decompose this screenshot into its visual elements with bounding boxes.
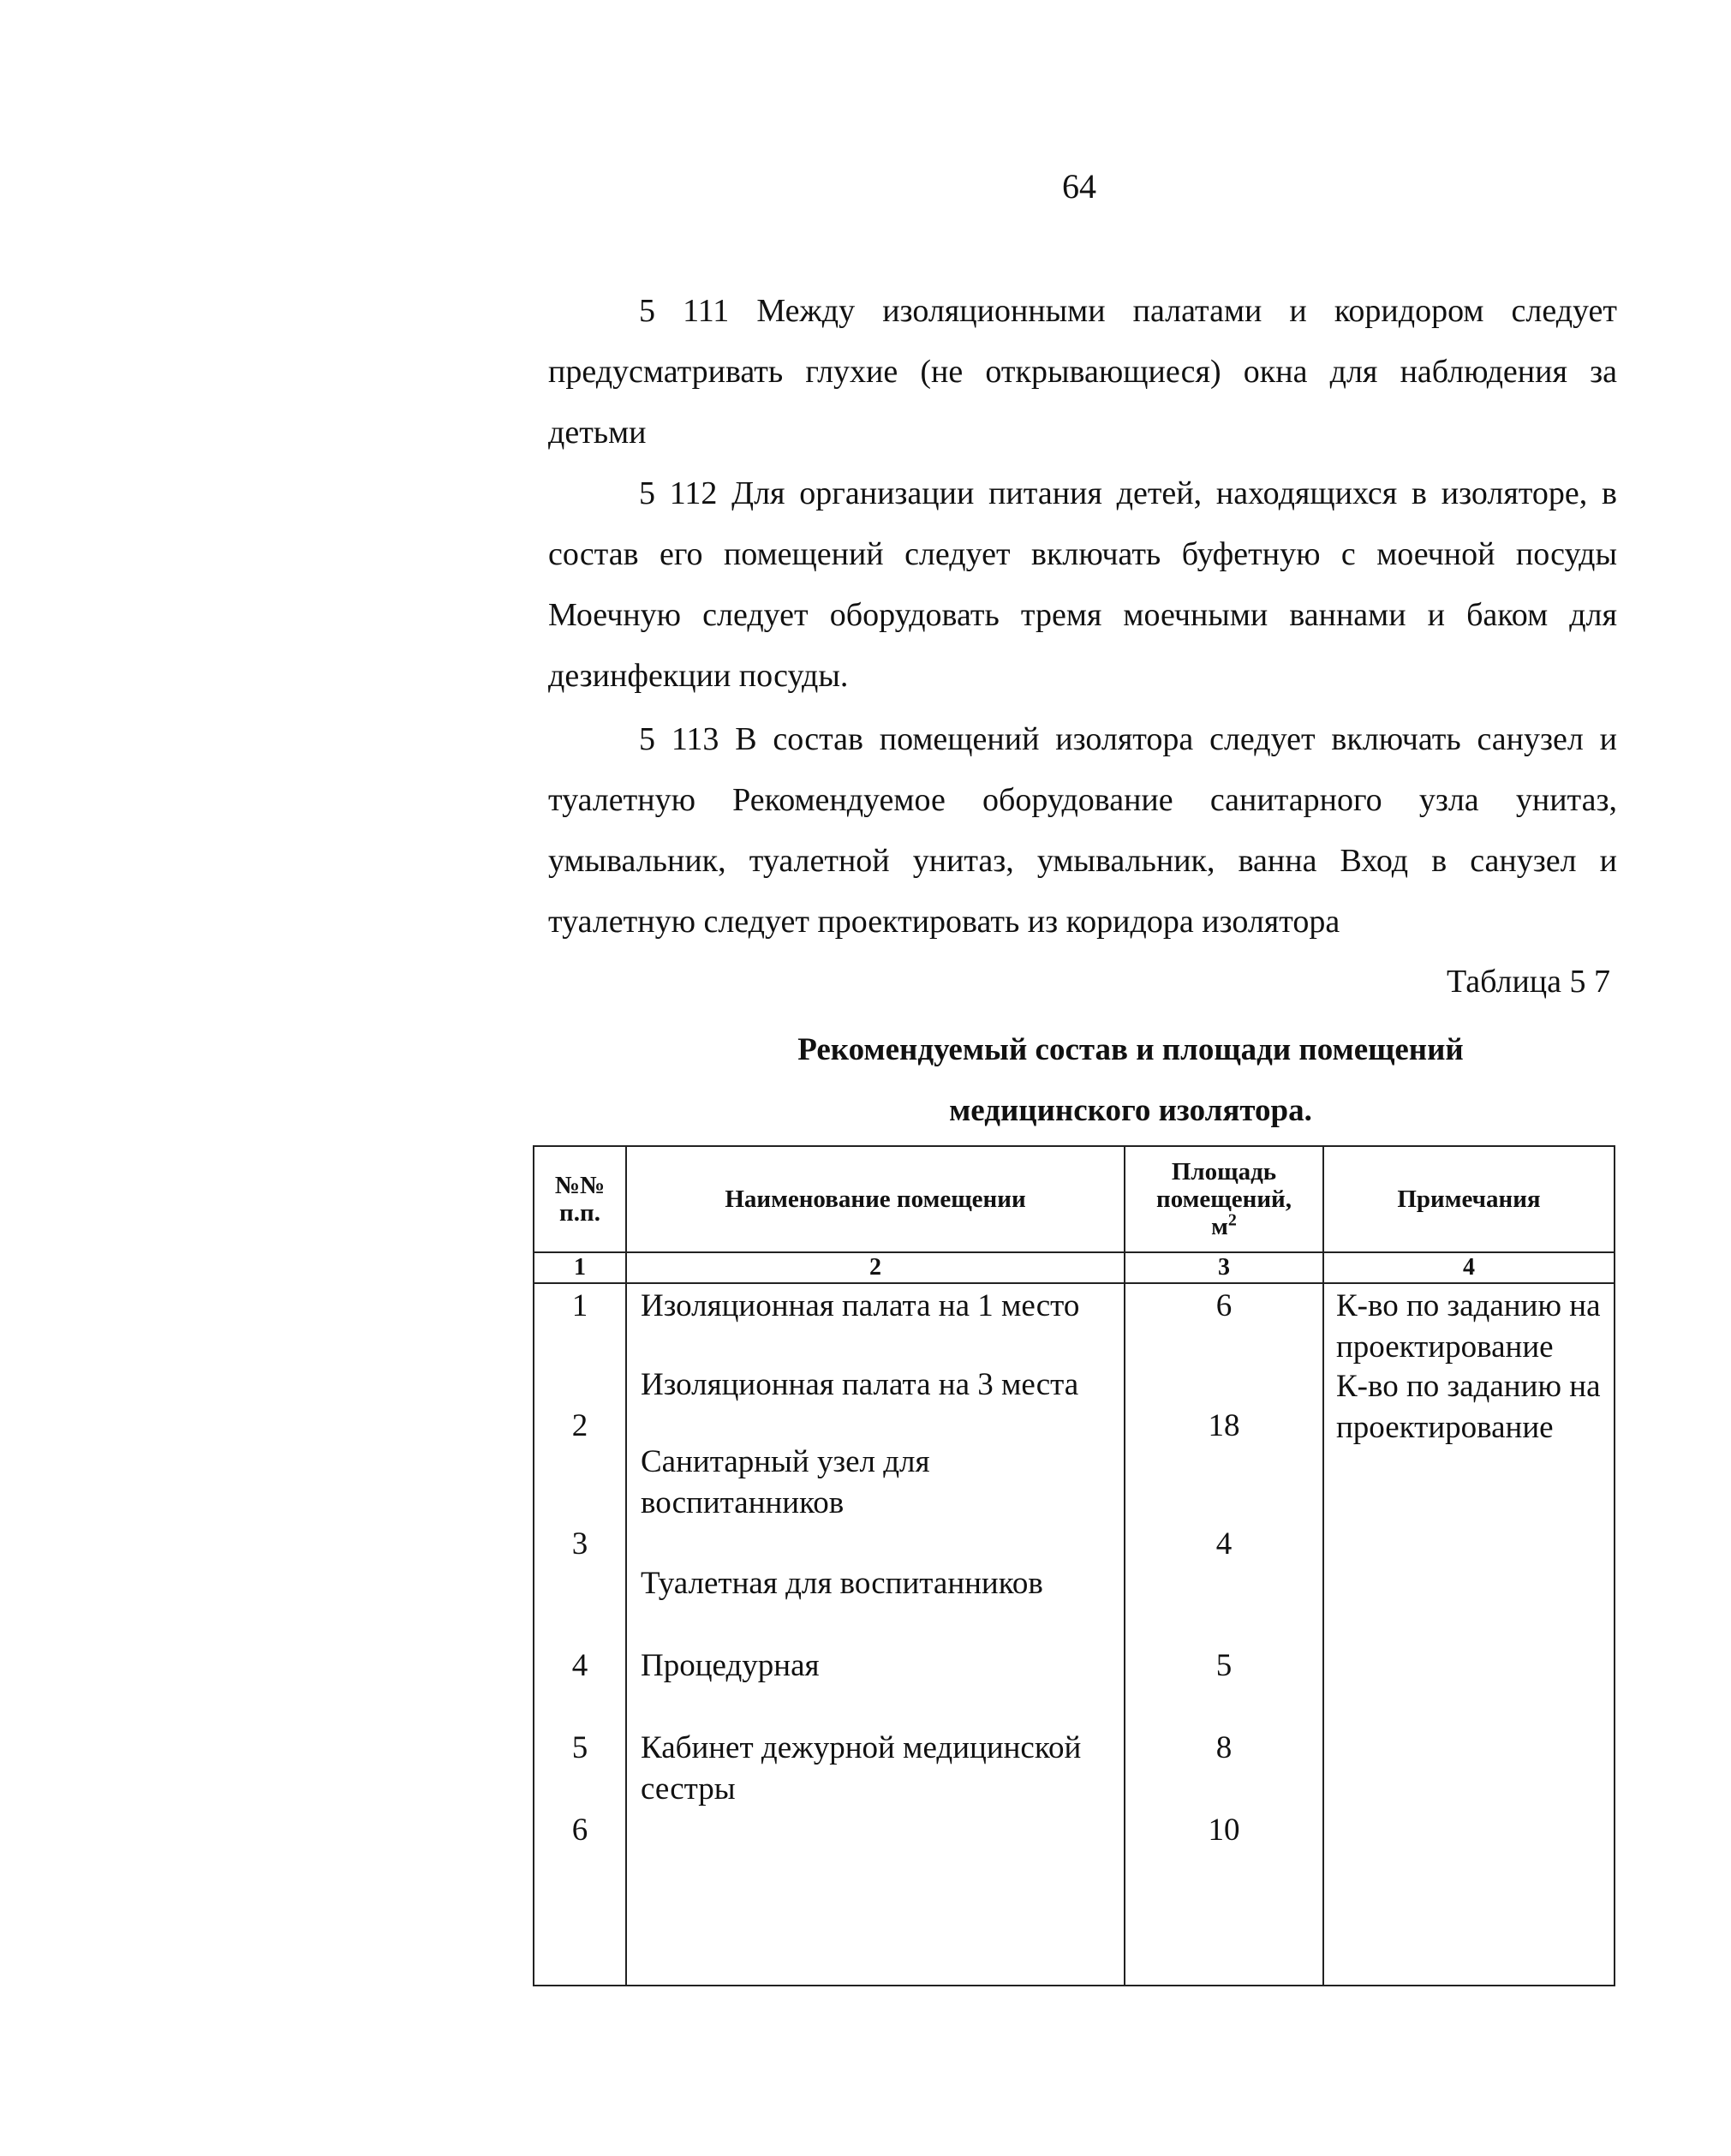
row-number: 6 <box>571 1813 588 1848</box>
table-title-line-2: медицинского изолятора. <box>949 1093 1312 1128</box>
room-name-column-cell <box>626 1283 1125 1986</box>
header-area-unit-sup: 2 <box>1227 1210 1237 1230</box>
table-label: Таблица 5 7 <box>1446 964 1610 1000</box>
paragraph-5-111: 5 111 Между изоляционными палатами и коридором следует предусматривать глухие (не открывающиеся) окна для наблюдения за детьми <box>548 293 1617 451</box>
row-number: 1 <box>571 1288 588 1323</box>
header-number-line-2: п.п. <box>559 1199 600 1227</box>
room-name: Изоляционная палата на 3 места <box>641 1367 1079 1402</box>
room-area: 4 <box>1215 1526 1233 1562</box>
notes-column-cell <box>1323 1283 1615 1986</box>
column-number: 1 <box>534 1252 626 1283</box>
header-notes: Примечания <box>1323 1146 1615 1252</box>
header-area-line-1: Площадь <box>1171 1158 1277 1186</box>
paragraph-5-112: 5 112 Для организации питания детей, находящихся в изоляторе, в состав его помещений следует включать буфетную с моечной посуды Моечную следует оборудовать тремя моечными ваннами и баком для дезинфекции посуды. <box>548 475 1617 694</box>
header-area-unit <box>1125 1210 1322 1240</box>
room-area: 6 <box>1215 1288 1233 1323</box>
room-area: 5 <box>1215 1648 1233 1683</box>
room-name: Санитарный узел для воспитанников <box>641 1444 930 1520</box>
room-note: К-во по заданию на проектирование <box>1336 1369 1601 1445</box>
room-name: Кабинет дежурной медицинской сестры <box>641 1730 1082 1807</box>
area-column-cell <box>1125 1283 1323 1986</box>
header-number <box>534 1146 626 1252</box>
page-number: 64 <box>1062 167 1096 206</box>
rooms-table <box>533 1145 1615 1986</box>
row-number: 5 <box>571 1730 588 1765</box>
header-area-line-2: помещений, <box>1155 1186 1292 1213</box>
header-area-unit-base: м <box>1211 1213 1228 1240</box>
room-name: Изоляционная палата на 1 место <box>641 1288 1080 1323</box>
table-header-row <box>534 1146 1615 1252</box>
row-number: 3 <box>571 1526 588 1562</box>
number-column-cell <box>534 1283 626 1986</box>
room-note: К-во по заданию на проектирование <box>1336 1288 1601 1365</box>
room-name: Туалетная для воспитанников <box>641 1566 1043 1601</box>
column-number: 2 <box>626 1252 1125 1283</box>
row-number: 4 <box>571 1648 588 1683</box>
room-area: 8 <box>1215 1730 1233 1765</box>
room-name: Процедурная <box>641 1648 820 1683</box>
table-title-line-1: Рекомендуемый состав и площади помещений <box>797 1032 1464 1067</box>
paragraph-5-113: 5 113 В состав помещений изолятора следует включать санузел и туалетную Рекомендуемое оборудование санитарного узла унитаз, умывальник, туалетной унитаз, умывальник, ванна Вход в санузел и туалетную следует проектировать из коридора изолятора <box>548 721 1617 940</box>
header-number-line-1: №№ <box>554 1172 606 1199</box>
table-body-row <box>534 1283 1615 1986</box>
header-room-name: Наименование помещении <box>626 1146 1125 1252</box>
column-number: 3 <box>1125 1252 1323 1283</box>
column-number-row <box>534 1252 1615 1283</box>
room-area: 10 <box>1208 1813 1240 1848</box>
header-area <box>1125 1146 1323 1252</box>
column-number: 4 <box>1323 1252 1615 1283</box>
room-area: 18 <box>1208 1408 1240 1443</box>
row-number: 2 <box>571 1408 588 1443</box>
table-title <box>651 1019 1610 1141</box>
